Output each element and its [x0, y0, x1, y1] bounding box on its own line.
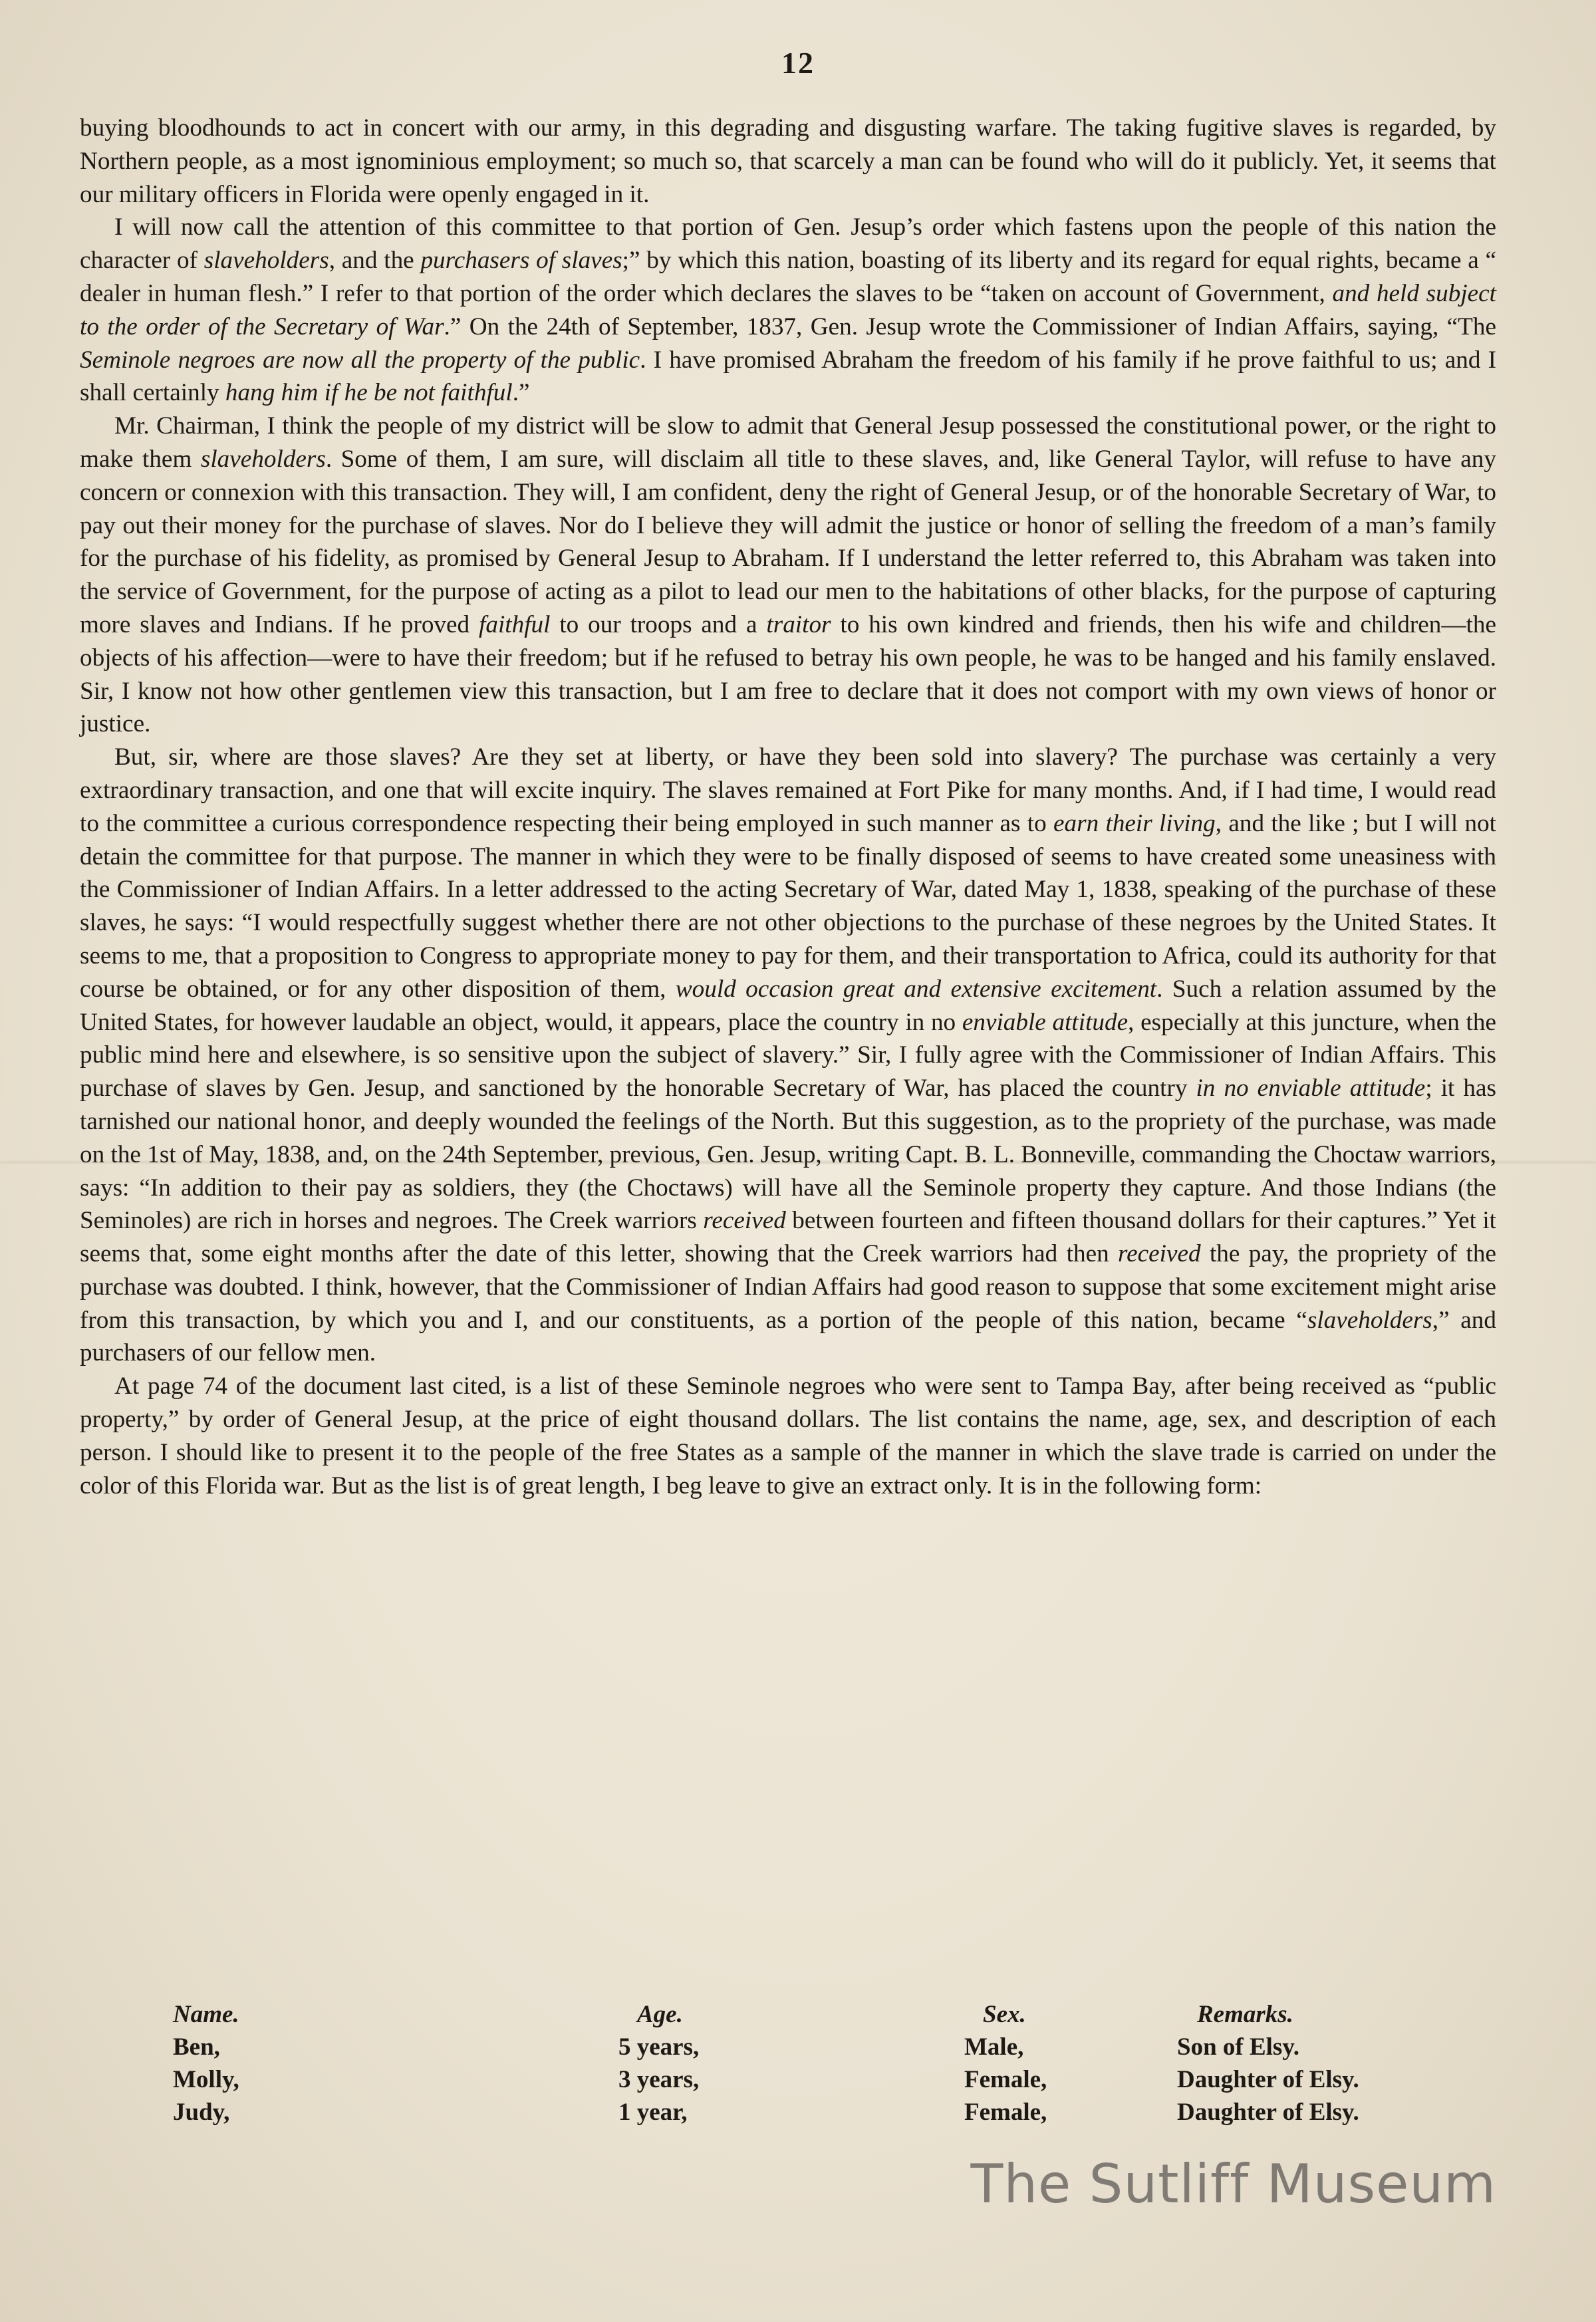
museum-watermark: The Sutliff Museum: [970, 2153, 1496, 2215]
paragraph: [80, 741, 1496, 1370]
header-name: Name.: [173, 2001, 239, 2028]
text-run: . Some of them, I am sure, will disclaim all title to these slaves, and, like General Taylor, will refuse to have any concern or connexion with this transaction. They will, I am confident, deny the right of General Jesup, or of the honorable Secretary of War, to pay out their money for the purchase of slaves. Nor do I believe they will admit the justice or honor of selling the freedom of a man’s family for the purchase of his fidelity, as promised by General Jesup to Abraham. If I understand the letter referred to, this Abraham was taken into the service of Government, for the purpose of acting as a pilot to lead our men to the habitations of other blacks, for the purpose of capturing more slaves and Indians. If he proved: [80, 445, 1496, 638]
text-run: .” On the 24th of September, 1837, Gen. Jesup wrote the Commissioner of Indian Affairs, saying, “The: [444, 313, 1496, 340]
italic-text: and held subject to the order of the Secretary of War: [80, 279, 1496, 340]
italic-text: purchasers of slaves: [420, 247, 622, 275]
italic-text: received: [1118, 1240, 1201, 1268]
italic-text: Seminole negroes are now all the property of the public: [80, 346, 640, 374]
row-age: 5 years,: [618, 2033, 700, 2061]
paragraph: [80, 410, 1496, 741]
italic-text: would occasion great and extensive excitement: [675, 975, 1157, 1003]
text-run: .”: [512, 379, 530, 407]
header-remarks: Remarks.: [1197, 2001, 1293, 2028]
text-run: to his own kindred and friends, then his wife and children—the objects of his affection—were to have their freedom; but if he refused to betray his own people, he was to be hanged and his family enslaved. Sir, I know not how other gentlemen view this transaction, but I am free to declare that it does not comport with my own views of honor or justice.: [80, 610, 1497, 738]
italic-text: received: [703, 1207, 786, 1235]
text-run: At page 74 of the document last cited, is a list of these Seminole negroes who were sent to Tampa Bay, after being received as “public property,” by order of General Jesup, at the price of eight thousand dollars. The list contains the name, age, sex, and description of each person. I should like to present it to the people of the free States as a sample of the manner in which the slave trade is carried on under the color of this Florida war. But as the list is of great length, I beg leave to give an extract only. It is in the following form:: [80, 1372, 1496, 1499]
row-sex: Female,: [964, 2066, 1047, 2093]
row-remarks: Daughter of Elsy.: [1177, 2066, 1359, 2093]
text-run: Mr. Chairman, I think the people of my district will be slow to admit that General Jesup possessed the constitutional power, or the right to make them: [80, 412, 1496, 473]
paragraph: [80, 1370, 1496, 1502]
list-header-row: [133, 1998, 1396, 2031]
italic-text: enviable attitude: [962, 1008, 1129, 1036]
text-run: ,” and purchasers of our fellow men.: [80, 1306, 1496, 1367]
list-row: [133, 2063, 1396, 2096]
page-number: 12: [781, 46, 815, 80]
italic-text: in no enviable attitude: [1196, 1075, 1426, 1102]
text-run: to our troops and a: [550, 610, 767, 638]
row-age: 1 year,: [618, 2099, 688, 2126]
text-run: , and the: [329, 247, 421, 275]
italic-text: faithful: [479, 610, 551, 638]
row-sex: Male,: [964, 2033, 1024, 2061]
row-age: 3 years,: [618, 2066, 700, 2093]
italic-text: hang him if he be not faithful: [225, 379, 513, 407]
header-age: Age.: [637, 2001, 683, 2028]
paragraph: [80, 211, 1496, 410]
text-run: buying bloodhounds to act in concert with our army, in this degrading and disgusting warfare. The taking fugitive slaves is regarded, by Northern people, as a most ignominious employment; so much so, that scarcely a man can be found who will do it publicly. Yet, it seems that our military officers in Florida were openly engaged in it.: [80, 114, 1496, 208]
row-sex: Female,: [964, 2099, 1047, 2126]
text-run: the pay, the propriety of the purchase was doubted. I think, however, that the Commissioner of Indian Affairs had good reason to suppose that some excitement might arise from this transaction, by which you and I, and our constituents, as a portion of the people of this nation, became “: [80, 1240, 1496, 1334]
italic-text: traitor: [766, 610, 831, 638]
row-name: Ben,: [173, 2033, 220, 2061]
list-row: [133, 2096, 1396, 2128]
italic-text: earn their living: [1053, 809, 1216, 837]
italic-text: slaveholders: [203, 247, 329, 275]
text-run: ;” by which this nation, boasting of its liberty and its regard for equal rights, became a “ dealer in human flesh.” I refer to that portion of the order which declares the slaves to be “taken on account of Government,: [80, 247, 1497, 307]
text-run: I will now call the attention of this committee to that portion of Gen. Jesup’s order which fastens upon the people of this nation the character of: [80, 213, 1496, 275]
text-run: But, sir, where are those slaves? Are they set at liberty, or have they been sold into slavery? The purchase was certainly a very extraordinary transaction, and one that will excite inquiry. The slaves remained at Fort Pike for many months. And, if I had time, I would read to the committee a curious correspondence respecting their being employed in such manner as to: [80, 743, 1496, 837]
list-row: [133, 2031, 1396, 2063]
text-run: , and the like ; but I will not detain the committee for that purpose. The manner in which they were to be finally disposed of seems to have created some uneasiness with the Commissioner of Indian Affairs. In a letter addressed to the acting Secretary of War, dated May 1, 1838, speaking of the purchase of these slaves, he says: “I would respectfully suggest whether there are not other objections to the purchase of these negroes by the United States. It seems to me, that a proposition to Congress to appropriate money to pay for them, and their transportation to Africa, could its authority for that course be obtained, or for any other disposition of them,: [80, 809, 1497, 1003]
body-text: [80, 112, 1496, 1502]
header-sex: Sex.: [983, 2001, 1026, 2028]
row-remarks: Daughter of Elsy.: [1177, 2099, 1359, 2126]
text-run: . I have promised Abraham the freedom of his family if he prove faithful to us; and I shall certainly: [80, 346, 1496, 407]
text-run: between fourteen and fifteen thousand dollars for their captures.” Yet it seems that, some eight months after the date of this letter, showing that the Creek warriors had then: [80, 1207, 1496, 1268]
row-name: Molly,: [173, 2066, 239, 2093]
italic-text: slaveholders: [1307, 1306, 1432, 1334]
italic-text: slaveholders: [200, 445, 326, 473]
text-run: , especially at this juncture, when the public mind here and elsewhere, is so sensitive upon the subject of slavery.” Sir, I fully agree with the Commissioner of Indian Affairs. This purchase of slaves by Gen. Jesup, and sanctioned by the honorable Secretary of War, has placed the country: [80, 1008, 1496, 1102]
row-remarks: Son of Elsy.: [1177, 2033, 1300, 2061]
slave-list-table: [133, 1998, 1396, 2128]
paragraph: [80, 112, 1496, 211]
row-name: Judy,: [173, 2099, 230, 2126]
text-run: ; it has tarnished our national honor, and deeply wounded the feelings of the North. But this suggestion, as to the propriety of the purchase, was made on the 1st of May, 1838, and, on the 24th September, previous, Gen. Jesup, writing Capt. B. L. Bonneville, commanding the Choctaw warriors, says: “In addition to their pay as soldiers, they (the Choctaws) will have all the Seminole property they capture. And those Indians (the Seminoles) are rich in horses and negroes. The Creek warriors: [80, 1075, 1496, 1235]
text-run: . Such a relation assumed by the United States, for however laudable an object, would, it appears, place the country in no: [80, 975, 1496, 1036]
